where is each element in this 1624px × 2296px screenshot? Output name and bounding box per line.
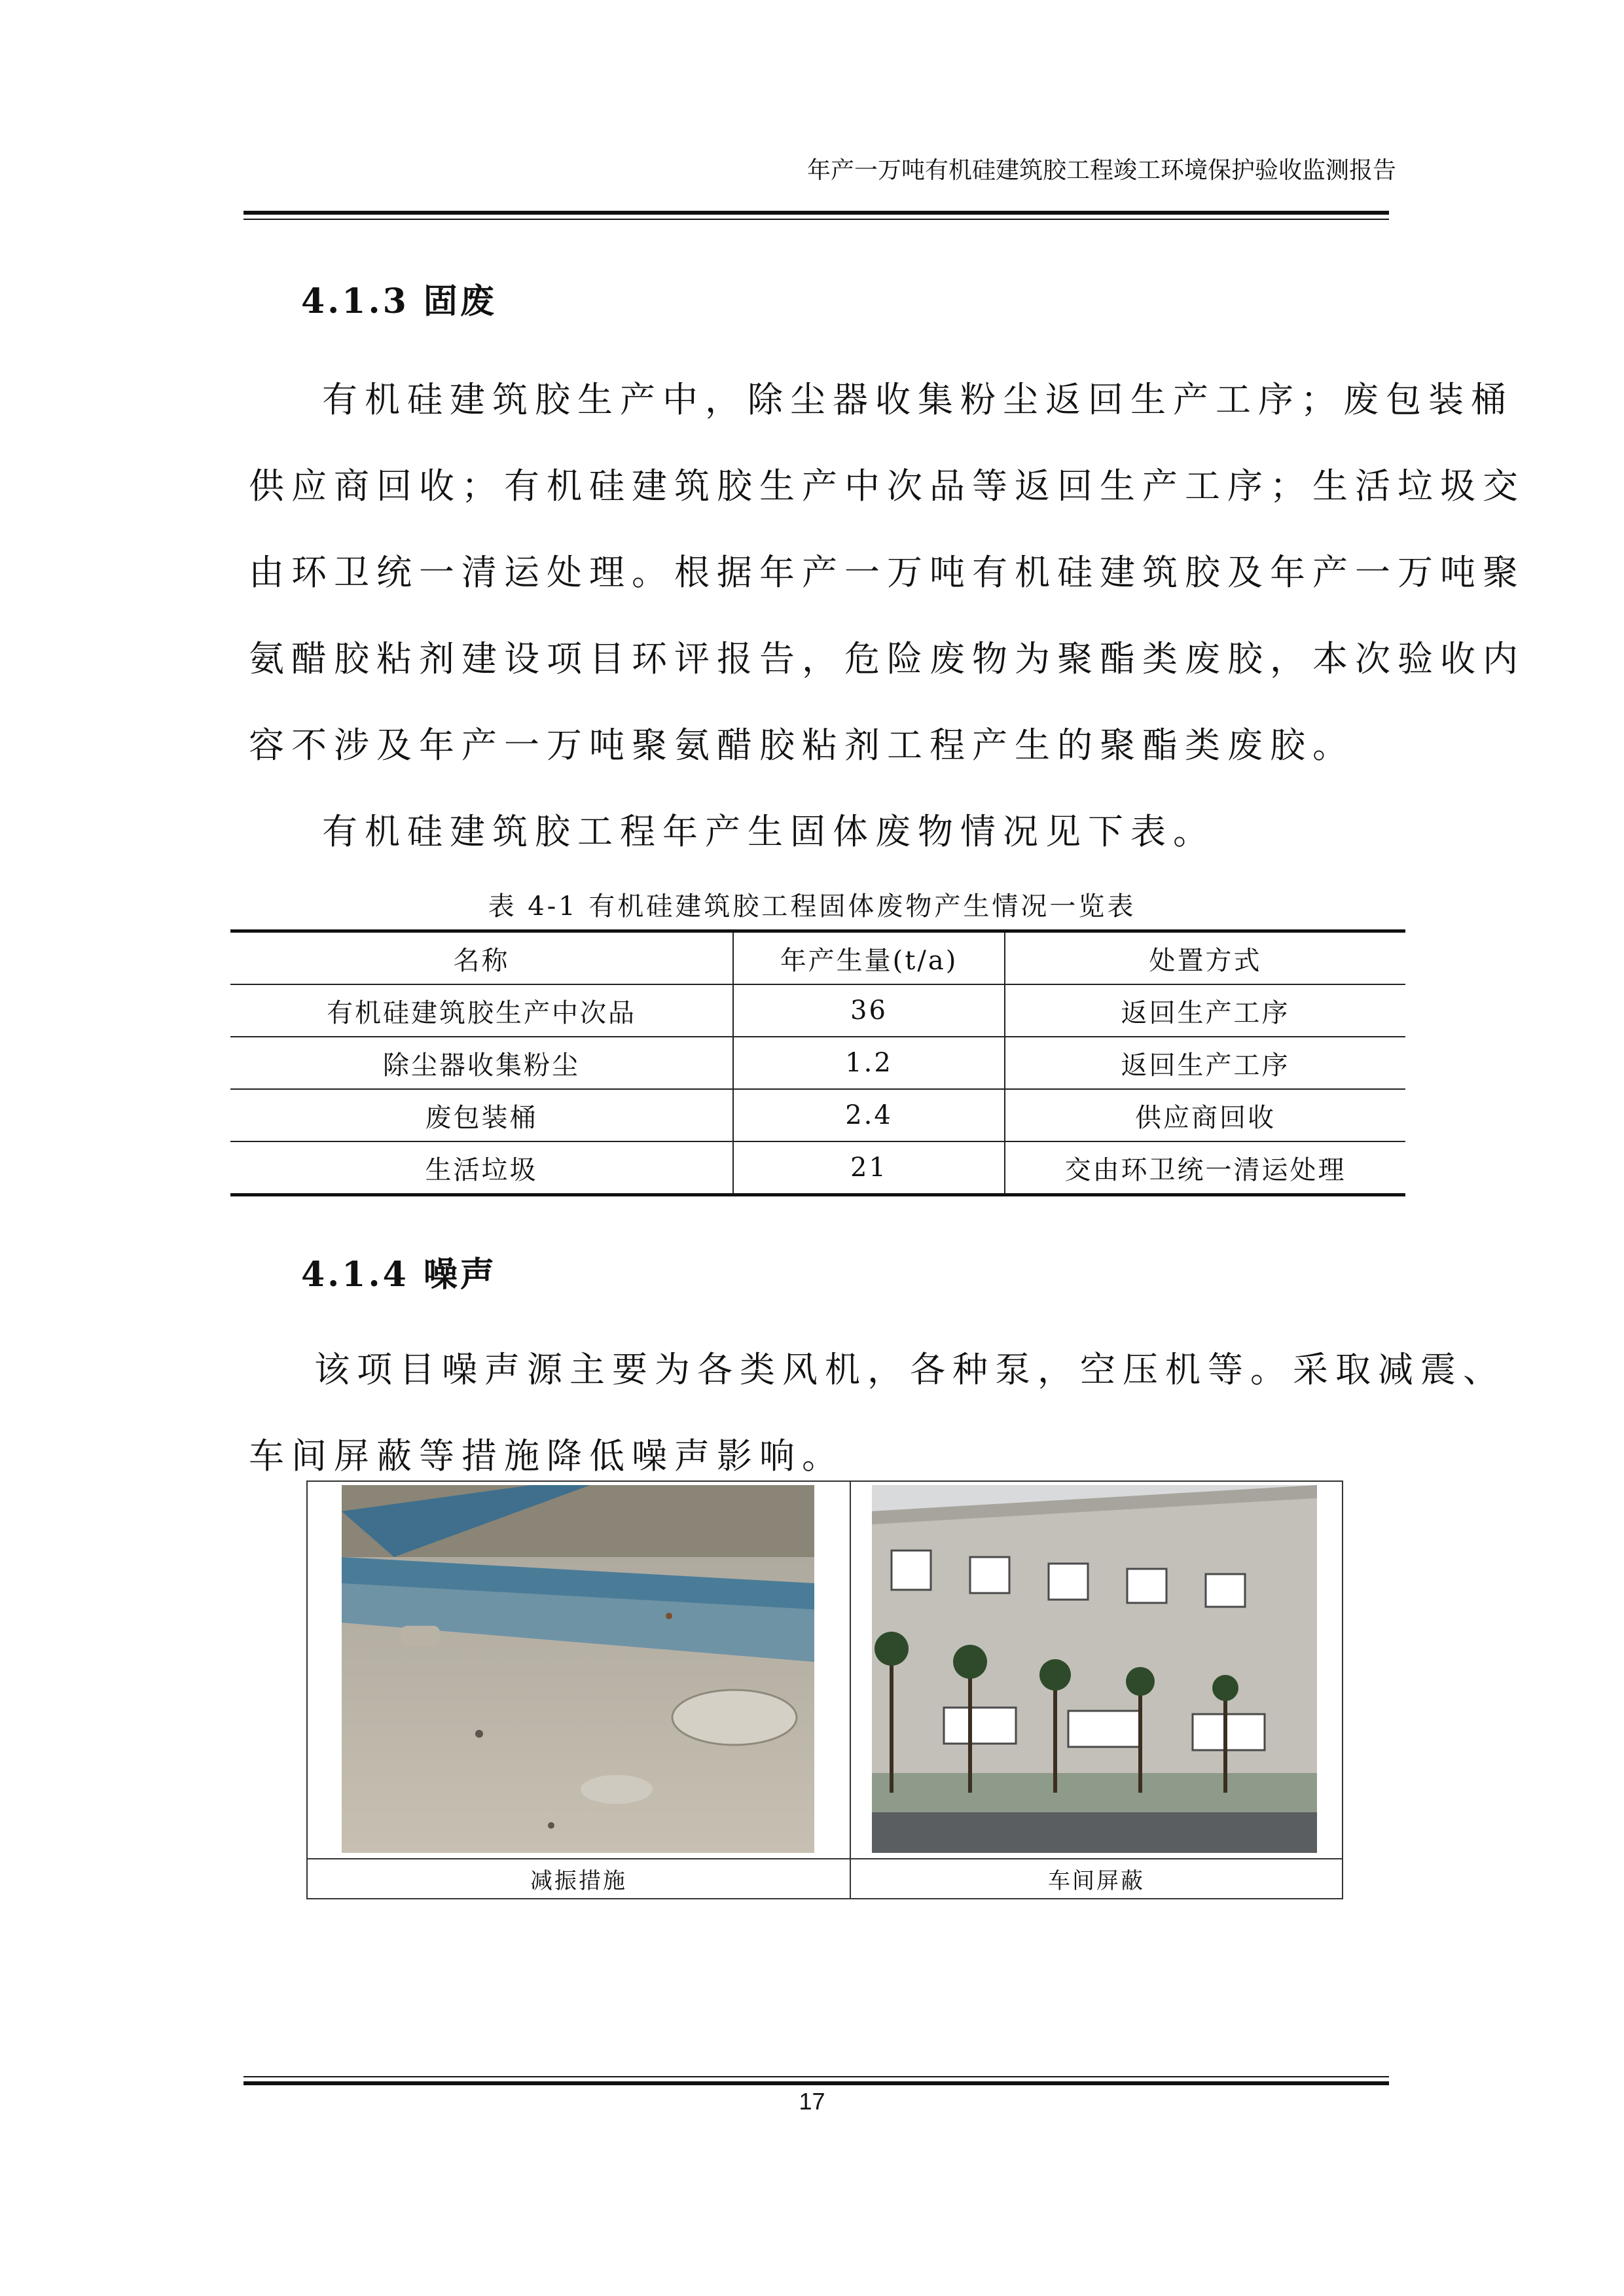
noise-photo-table (306, 1480, 1343, 1899)
table-row (230, 1089, 1405, 1141)
table-caption: 表 4-1 有机硅建筑胶工程固体废物产生情况一览表 (488, 891, 1136, 922)
paragraph-line: 容不涉及年产一万吨聚氨醋胶粘剂工程产生的聚酯类废胶。 (249, 725, 1355, 766)
table-row (230, 984, 1405, 1037)
photo-caption-vibration-damping: 减振措施 (530, 1868, 627, 1894)
table-header-row (230, 931, 1405, 985)
table-intro-sentence: 有机硅建筑胶工程年产生固体废物情况见下表。 (322, 811, 1216, 852)
table-cell: 有机硅建筑胶生产中次品 (230, 984, 733, 1037)
section-heading-solid-waste: 4.1.3 固废 (301, 281, 497, 321)
table-cell: 2.4 (733, 1089, 1005, 1141)
table-cell: 生活垃圾 (230, 1141, 733, 1195)
photo-caption-workshop-shielding: 车间屏蔽 (1048, 1868, 1145, 1894)
table-cell: 供应商回收 (1005, 1089, 1405, 1141)
header-rule-thin (244, 219, 1389, 220)
solid-waste-table (230, 929, 1405, 1196)
paragraph-line: 车间屏蔽等措施降低噪声影响。 (249, 1435, 844, 1477)
paragraph-line: 由环卫统一清运处理。根据年产一万吨有机硅建筑胶及年产一万吨聚 (249, 552, 1525, 593)
table-cell: 返回生产工序 (1005, 984, 1405, 1037)
vibration-damping-photo (342, 1485, 814, 1853)
page-number: 17 (799, 2088, 825, 2115)
paragraph-line: 该项目噪声源主要为各类风机，各种泵，空压机等。采取减震、 (314, 1349, 1506, 1390)
table-cell: 废包装桶 (230, 1089, 733, 1141)
column-header-name: 名称 (230, 931, 733, 985)
photo-divider (850, 1482, 851, 1898)
footer-rule-thin (244, 2076, 1389, 2077)
paragraph-line: 供应商回收；有机硅建筑胶生产中次品等返回生产工序；生活垃圾交 (249, 465, 1525, 507)
section-heading-noise: 4.1.4 噪声 (301, 1255, 497, 1295)
paragraph-line: 有机硅建筑胶生产中，除尘器收集粉尘返回生产工序；废包装桶 (322, 379, 1513, 420)
document-header-title: 年产一万吨有机硅建筑胶工程竣工环境保护验收监测报告 (806, 157, 1396, 184)
table-cell: 36 (733, 984, 1005, 1037)
column-header-disposal: 处置方式 (1005, 931, 1405, 985)
column-header-annual-amount: 年产生量(t/a) (733, 931, 1005, 985)
table-cell: 21 (733, 1141, 1005, 1195)
workshop-building-photo (872, 1485, 1317, 1853)
caption-divider (308, 1858, 1342, 1859)
header-rule-thick (244, 211, 1389, 215)
table-cell: 交由环卫统一清运处理 (1005, 1141, 1405, 1195)
table-cell: 1.2 (733, 1037, 1005, 1089)
paragraph-line: 氨醋胶粘剂建设项目环评报告，危险废物为聚酯类废胶，本次验收内 (249, 638, 1525, 679)
footer-rule-thick (244, 2081, 1389, 2085)
table-row (230, 1141, 1405, 1195)
table-cell: 除尘器收集粉尘 (230, 1037, 733, 1089)
table-cell: 返回生产工序 (1005, 1037, 1405, 1089)
table-row (230, 1037, 1405, 1089)
